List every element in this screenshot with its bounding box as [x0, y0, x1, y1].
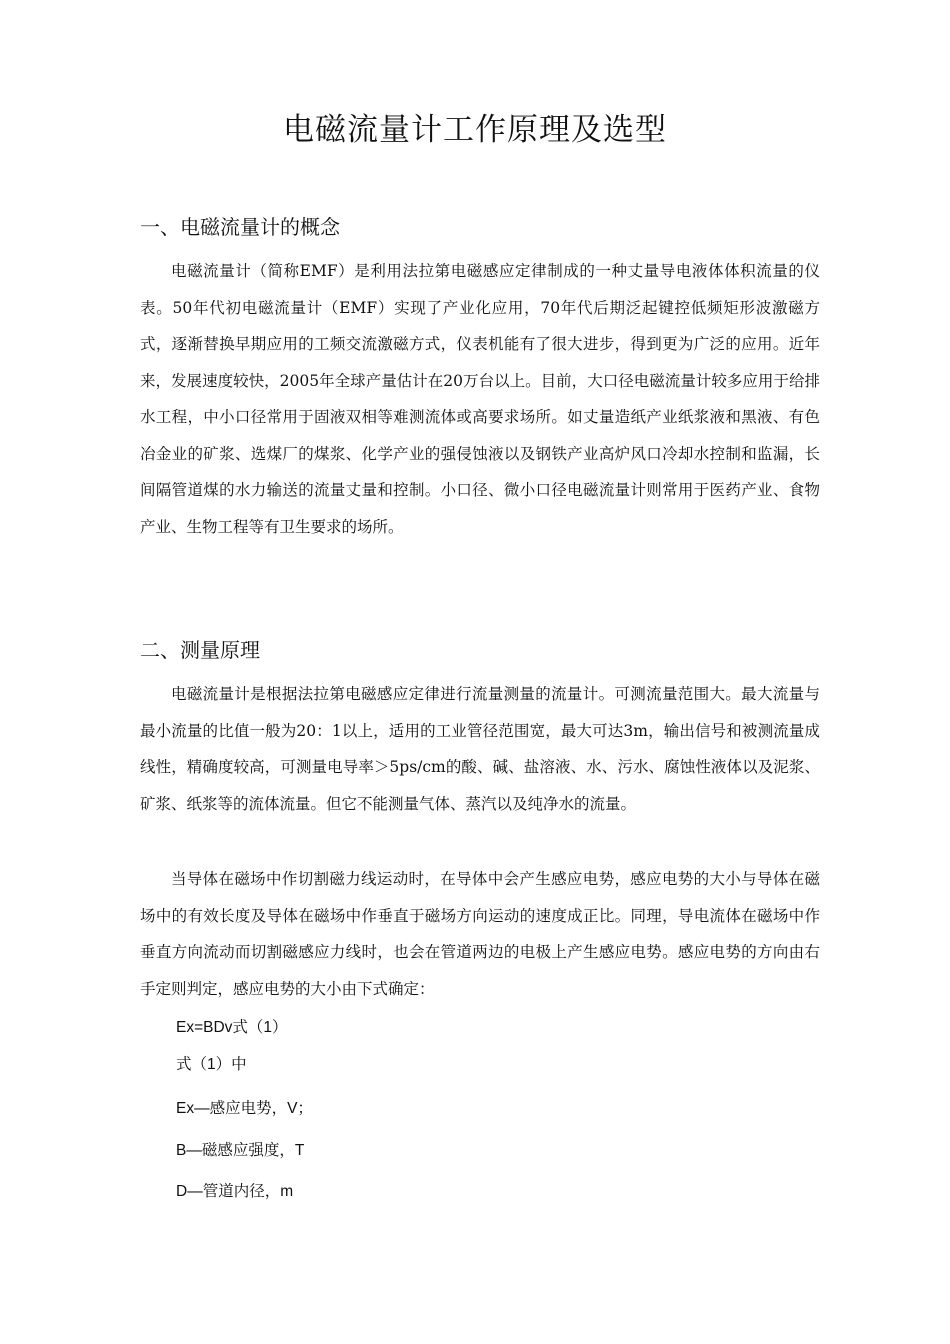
formula-variable-d: D—管道内径，m [176, 1183, 294, 1200]
formula-variable-b: B—磁感应强度，T [176, 1142, 305, 1159]
paragraph-principle-intro: 电磁流量计是根据法拉第电磁感应定律进行流量测量的流量计。可测流量范围大。最大流量与最小流量的比值一般为20：1以上，适用的工业管径范围宽，最大可达3m，输出信号和被测流量成线性，精确度较高，可测量电导率＞5ps/cm的酸、碱、盐溶液、水、污水、腐蚀性液体以及泥浆、矿浆、纸浆等的流体流量。但它不能测量气体、蒸汽以及纯净水的流量。 [140, 685, 820, 813]
formula-where-label: 式（1）中 [176, 1056, 247, 1073]
paragraph-concept: 电磁流量计（简称EMF）是利用法拉第电磁感应定律制成的一种丈量导电液体体积流量的仪表。50年代初电磁流量计（EMF）实现了产业化应用，70年代后期泛起键控低频矩形波激磁方式，逐渐替换早期应用的工频交流激磁方式，仪表机能有了很大进步，得到更为广泛的应用。近年来，发展速度较快，2005年全球产量估计在20万台以上。目前，大口径电磁流量计较多应用于给排水工程，中小口径常用于固液双相等难测流体或高要求场所。如丈量造纸产业纸浆液和黑液、有色冶金业的矿浆、选煤厂的煤浆、化学产业的强侵蚀液以及钢铁产业高炉风口冷却水控制和监漏，长间隔管道煤的水力输送的流量丈量和控制。小口径、微小口径电磁流量计则常用于医药产业、食物产业、生物工程等有卫生要求的场所。 [140, 262, 820, 536]
formula-variable-ex: Ex—感应电势，V； [176, 1100, 313, 1117]
section-heading-principle: 二、测量原理 [140, 638, 260, 662]
formula-equation: Ex=BDv式（1） [176, 1019, 288, 1036]
section-heading-concept: 一、电磁流量计的概念 [140, 215, 340, 239]
document-title: 电磁流量计工作原理及选型 [283, 112, 667, 148]
paragraph-principle-induction: 当导体在磁场中作切割磁力线运动时，在导体中会产生感应电势，感应电势的大小与导体在磁场中的有效长度及导体在磁场中作垂直于磁场方向运动的速度成正比。同理，导电流体在磁场中作垂直方向流动而切割磁感应力线时，也会在管道两边的电极上产生感应电势。感应电势的方向由右手定则判定，感应电势的大小由下式确定： [140, 870, 820, 998]
